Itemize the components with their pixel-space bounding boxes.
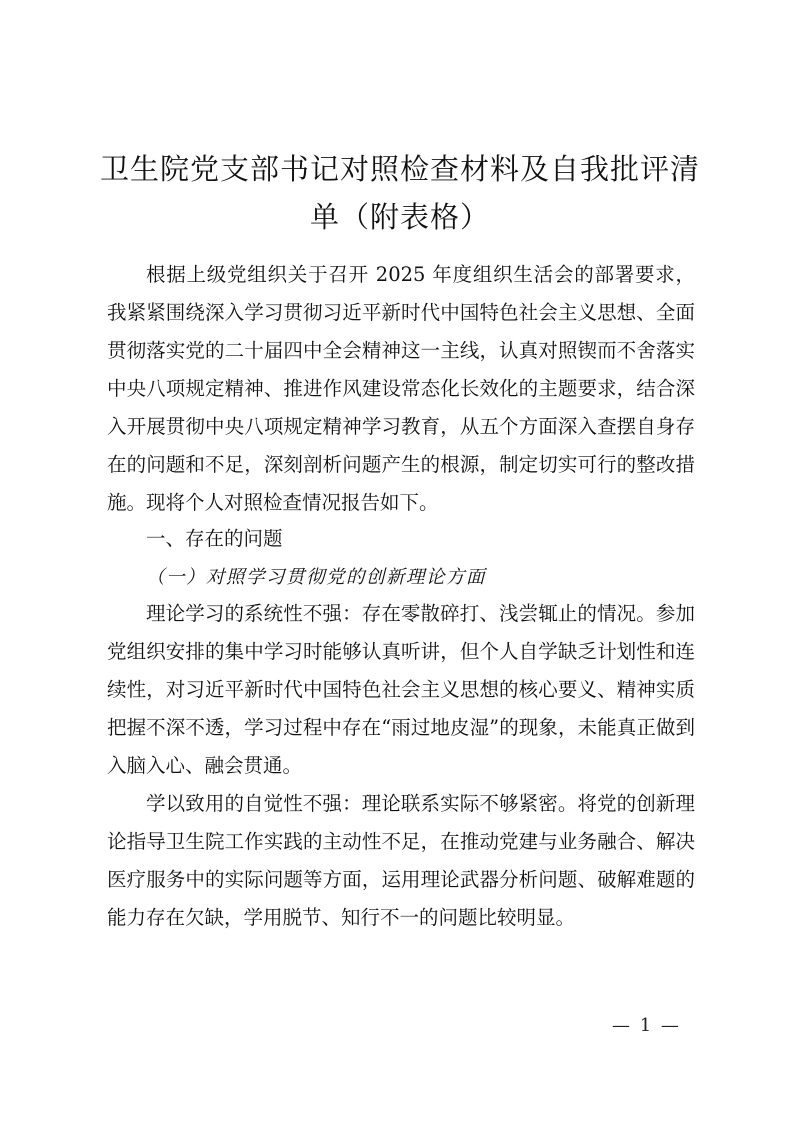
practice-paragraph: 学以致用的自觉性不强：理论联系实际不够紧密。将党的创新理论指导卫生院工作实践的主动性不足，在推动党建与业务融合、解决医疗服务中的实际问题等方面，运用理论武器分析问题、破解难题的能力存在欠缺，学用脱节、知行不一的问题比较明显。 — [107, 792, 695, 929]
document-title: 卫生院党支部书记对照检查材料及自我批评清单（附表格） — [100, 152, 701, 234]
theory-study-paragraph: 理论学习的系统性不强：存在零散碎打、浅尝辄止的情况。参加党组织安排的集中学习时能够认真听讲，但个人自学缺乏计划性和连续性，对习近平新时代中国特色社会主义思想的核心要义、精神实质把握不深不透，学习过程中存在“雨过地皮湿”的现象，未能真正做到入脑入心、融会贯通。 — [107, 602, 695, 777]
intro-paragraph: 根据上级党组织关于召开 2025 年度组织生活会的部署要求，我紧紧围绕深入学习贯彻习近平新时代中国特色社会主义思想、全面贯彻落实党的二十届四中全会精神这一主线，认真对照锲而不舍落实中央八项规定精神、推进作风建设常态化长效化的主题要求，结合深入开展贯彻中央八项规定精神学习教育，从五个方面深入查摆自身存在的问题和不足，深刻剖析问题产生的根源，制定切实可行的整改措施。现将个人对照检查情况报告如下。 — [107, 263, 695, 514]
section-heading: 一、存在的问题 — [146, 527, 283, 550]
subsection-heading: （一）对照学习贯彻党的创新理论方面 — [146, 567, 487, 588]
page-number: — 1 — — [612, 1015, 681, 1036]
